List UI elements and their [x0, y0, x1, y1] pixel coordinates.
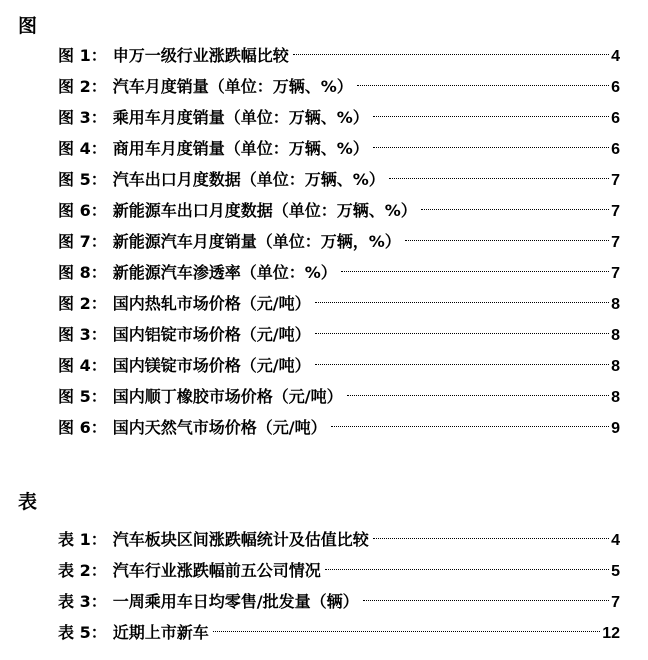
entry-label: 表 5 [58, 623, 91, 642]
entry-title[interactable]: 国内天然气市场价格（元/吨） [112, 418, 327, 437]
entry-label: 图 2 [58, 294, 91, 313]
entry-title[interactable]: 商用车月度销量（单位：万辆、%） [112, 139, 369, 158]
figure-toc-entry[interactable] [58, 40, 620, 71]
entry-page-number[interactable]: 8 [611, 296, 620, 313]
dot-leader [315, 302, 610, 303]
dot-leader [341, 271, 609, 272]
table-toc-entry[interactable] [58, 617, 620, 648]
entry-label: 图 4 [58, 139, 91, 158]
entry-colon: ： [90, 263, 107, 282]
entry-colon: ： [90, 139, 107, 158]
dot-leader [389, 178, 609, 179]
dot-leader [373, 147, 609, 148]
entry-page-number[interactable]: 7 [611, 234, 620, 251]
dot-leader [315, 364, 610, 365]
entry-colon: ： [90, 108, 107, 127]
entry-title[interactable]: 乘用车月度销量（单位：万辆、%） [112, 108, 369, 127]
figures-list [58, 40, 620, 443]
entry-label: 图 2 [58, 77, 91, 96]
entry-label: 图 3 [58, 108, 91, 127]
entry-label: 图 8 [58, 263, 91, 282]
entry-title[interactable]: 汽车月度销量（单位：万辆、%） [112, 77, 353, 96]
entry-title[interactable]: 新能源汽车月度销量（单位：万辆，%） [112, 232, 401, 251]
figure-toc-entry[interactable] [58, 381, 620, 412]
entry-title[interactable]: 汽车行业涨跌幅前五公司情况 [112, 561, 321, 580]
entry-page-number[interactable]: 6 [611, 141, 620, 158]
dot-leader [293, 54, 609, 55]
figure-toc-entry[interactable] [58, 288, 620, 319]
dot-leader [373, 116, 609, 117]
dot-leader [347, 395, 610, 396]
entry-colon: ： [90, 418, 107, 437]
figure-toc-entry[interactable] [58, 133, 620, 164]
entry-page-number[interactable]: 8 [611, 327, 620, 344]
entry-page-number[interactable]: 5 [611, 563, 620, 580]
entry-label: 图 6 [58, 418, 91, 437]
entry-label: 图 1 [58, 46, 91, 65]
entry-colon: ： [90, 77, 107, 96]
dot-leader [421, 209, 609, 210]
entry-colon: ： [90, 592, 107, 611]
dot-leader [213, 631, 600, 632]
table-toc-entry[interactable] [58, 524, 620, 555]
dot-leader [363, 600, 610, 601]
figure-toc-entry[interactable] [58, 412, 620, 443]
entry-colon: ： [90, 294, 107, 313]
entry-page-number[interactable]: 7 [611, 203, 620, 220]
dot-leader [325, 569, 609, 570]
figure-toc-entry[interactable] [58, 226, 620, 257]
entry-label: 图 5 [58, 387, 91, 406]
table-toc-entry[interactable] [58, 555, 620, 586]
entry-label: 表 2 [58, 561, 91, 580]
entry-colon: ： [90, 623, 107, 642]
entry-page-number[interactable]: 6 [611, 79, 620, 96]
entry-colon: ： [90, 232, 107, 251]
entry-colon: ： [90, 530, 107, 549]
entry-colon: ： [90, 387, 107, 406]
dot-leader [357, 85, 609, 86]
tables-section-heading: 表 [18, 491, 38, 513]
entry-page-number[interactable]: 4 [611, 48, 620, 65]
table-toc-entry[interactable] [58, 586, 620, 617]
entry-colon: ： [90, 325, 107, 344]
figure-toc-entry[interactable] [58, 164, 620, 195]
entry-page-number[interactable]: 8 [611, 389, 620, 406]
entry-colon: ： [90, 201, 107, 220]
tables-list [58, 524, 620, 648]
entry-label: 图 7 [58, 232, 91, 251]
figure-toc-entry[interactable] [58, 319, 620, 350]
figures-section-heading: 图 [18, 15, 38, 37]
entry-label: 表 1 [58, 530, 91, 549]
entry-label: 图 3 [58, 325, 91, 344]
entry-colon: ： [90, 356, 107, 375]
entry-label: 表 3 [58, 592, 91, 611]
entry-page-number[interactable]: 8 [611, 358, 620, 375]
entry-colon: ： [90, 170, 107, 189]
dot-leader [315, 333, 610, 334]
entry-title[interactable]: 近期上市新车 [112, 623, 209, 642]
figure-toc-entry[interactable] [58, 350, 620, 381]
figure-toc-entry[interactable] [58, 195, 620, 226]
entry-colon: ： [90, 46, 107, 65]
entry-title[interactable]: 国内铝锭市场价格（元/吨） [112, 325, 311, 344]
dot-leader [331, 426, 610, 427]
entry-page-number[interactable]: 7 [611, 265, 620, 282]
dot-leader [373, 538, 609, 539]
entry-label: 图 5 [58, 170, 91, 189]
entry-label: 图 4 [58, 356, 91, 375]
entry-title[interactable]: 汽车板块区间涨跌幅统计及估值比较 [112, 530, 369, 549]
entry-title[interactable]: 国内顺丁橡胶市场价格（元/吨） [112, 387, 343, 406]
entry-page-number[interactable]: 12 [602, 625, 620, 642]
entry-title[interactable]: 国内镁锭市场价格（元/吨） [112, 356, 311, 375]
figure-toc-entry[interactable] [58, 257, 620, 288]
figure-toc-entry[interactable] [58, 71, 620, 102]
entry-page-number[interactable]: 9 [611, 420, 620, 437]
entry-label: 图 6 [58, 201, 91, 220]
entry-title[interactable]: 新能源汽车渗透率（单位：%） [112, 263, 337, 282]
entry-page-number[interactable]: 7 [611, 594, 620, 611]
dot-leader [405, 240, 609, 241]
entry-page-number[interactable]: 4 [611, 532, 620, 549]
figure-toc-entry[interactable] [58, 102, 620, 133]
entry-title[interactable]: 国内热轧市场价格（元/吨） [112, 294, 311, 313]
entry-page-number[interactable]: 6 [611, 110, 620, 127]
entry-colon: ： [90, 561, 107, 580]
entry-title[interactable]: 汽车出口月度数据（单位：万辆、%） [112, 170, 385, 189]
entry-title[interactable]: 新能源车出口月度数据（单位：万辆、%） [112, 201, 417, 220]
entry-page-number[interactable]: 7 [611, 172, 620, 189]
entry-title[interactable]: 申万一级行业涨跌幅比较 [112, 46, 289, 65]
entry-title[interactable]: 一周乘用车日均零售/批发量（辆） [112, 592, 359, 611]
